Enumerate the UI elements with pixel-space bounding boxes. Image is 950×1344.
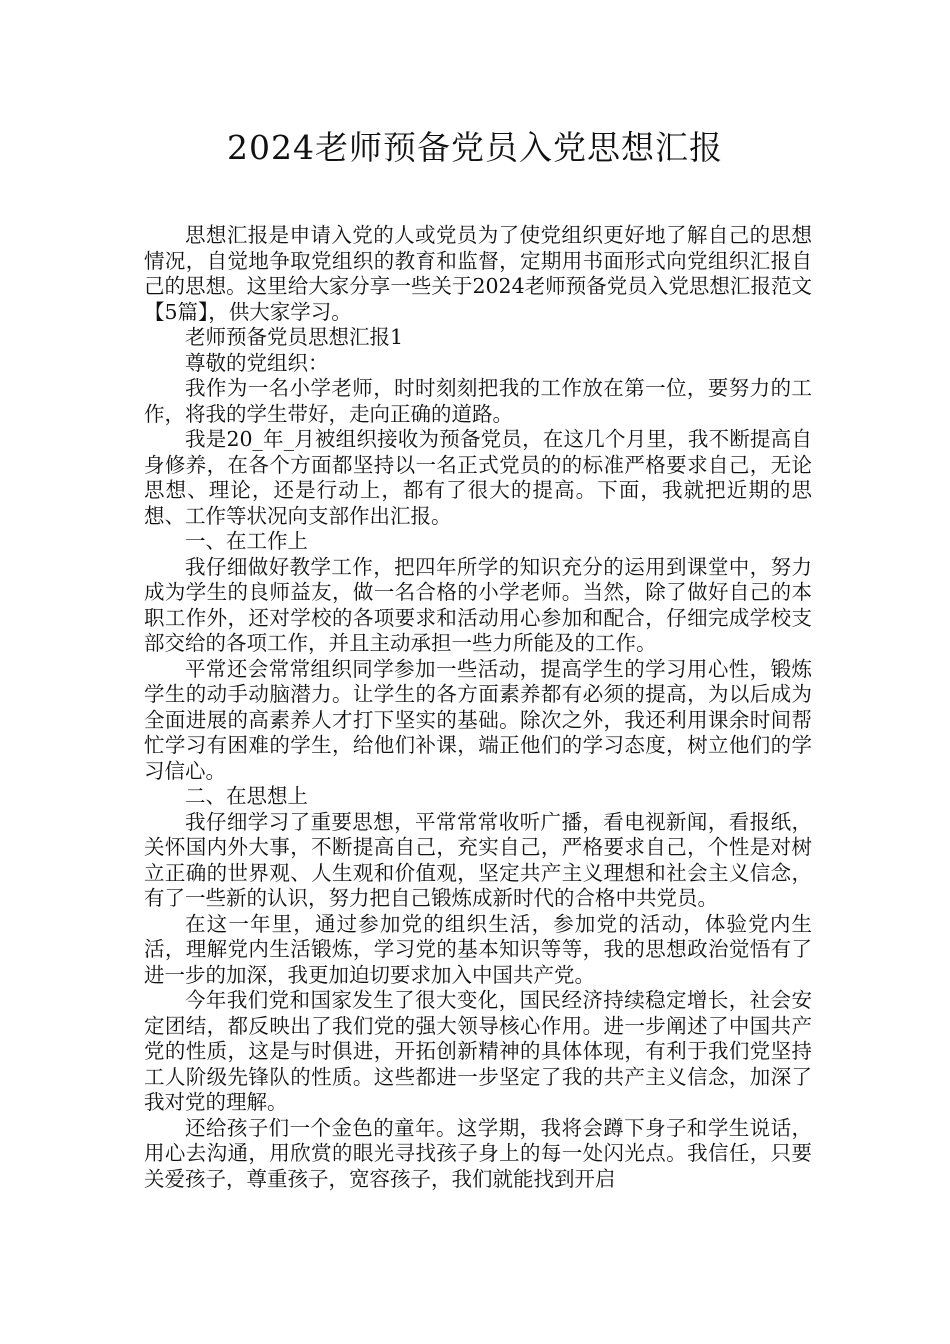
- body-paragraph: 今年我们党和国家发生了很大变化，国民经济持续稳定增长，社会安定团结，都反映出了我们党的强大领导核心作用。进一步阐述了中国共产党的性质，这是与时俱进，开拓创新精神的具体体现，有利于我们党坚持工人阶级先锋队的性质。这些都进一步坚定了我的共产主义信念，加深了我对党的理解。: [144, 988, 812, 1114]
- body-paragraph: 还给孩子们一个金色的童年。这学期，我将会蹲下身子和学生说话，用心去沟通，用欣赏的眼光寻找孩子身上的每一处闪光点。我信任，只要关爱孩子，尊重孩子，宽容孩子，我们就能找到开启: [144, 1115, 812, 1191]
- body-paragraph: 我仔细做好教学工作，把四年所学的知识充分的运用到课堂中，努力成为学生的良师益友，做一名合格的小学老师。当然，除了做好自己的本职工作外，还对学校的各项要求和活动用心参加和配合，仔细完成学校支部交给的各项工作，并且主动承担一些力所能及的工作。: [144, 554, 812, 655]
- body-paragraph: 我作为一名小学老师，时时刻刻把我的工作放在第一位，要努力的工作，将我的学生带好，走向正确的道路。: [144, 376, 812, 426]
- subsection-heading: 一、在工作上: [185, 529, 308, 553]
- salutation: 尊敬的党组织：: [185, 350, 329, 375]
- section-heading: 老师预备党员思想汇报1: [185, 325, 404, 349]
- intro-paragraph: 思想汇报是申请入党的人或党员为了使党组织更好地了解自己的思想情况，自觉地争取党组织的教育和监督，定期用书面形式向党组织汇报自己的思想。这里给大家分享一些关于2024老师预备党员入党思想汇报范文【5篇】，供大家学习。: [144, 223, 812, 324]
- body-paragraph: 平常还会常常组织同学参加一些活动，提高学生的学习用心性，锻炼学生的动手动脑潜力。让学生的各方面素养都有必须的提高，为以后成为全面进展的高素养人才打下坚实的基础。除次之外，我还利用课余时间帮忙学习有困难的学生，给他们补课，端正他们的学习态度，树立他们的学习信心。: [144, 656, 812, 783]
- body-paragraph: 在这一年里，通过参加党的组织生活，参加党的活动，体验党内生活，理解党内生活锻炼，学习党的基本知识等等，我的思想政治觉悟有了进一步的加深，我更加迫切要求加入中国共产党。: [144, 911, 812, 987]
- subsection-heading: 二、在思想上: [185, 784, 308, 808]
- body-paragraph: 我仔细学习了重要思想，平常常常收听广播，看电视新闻，看报纸，关怀国内外大事，不断提高自己，充实自己，严格要求自己，个性是对树立正确的世界观、人生观和价值观，坚定共产主义理想和社会主义信念，有了一些新的认识，努力把自己锻炼成新时代的合格中共党员。: [144, 809, 812, 910]
- document-body: [144, 223, 812, 1192]
- body-paragraph: 我是20_年_月被组织接收为预备党员，在这几个月里，我不断提高自身修养，在各个方面都坚持以一名正式党员的的标准严格要求自己，无论思想、理论，还是行动上，都有了很大的提高。下面，我就把近期的思想、工作等状况向支部作出汇报。: [144, 427, 812, 528]
- document-title: 2024老师预备党员入党思想汇报: [227, 128, 723, 167]
